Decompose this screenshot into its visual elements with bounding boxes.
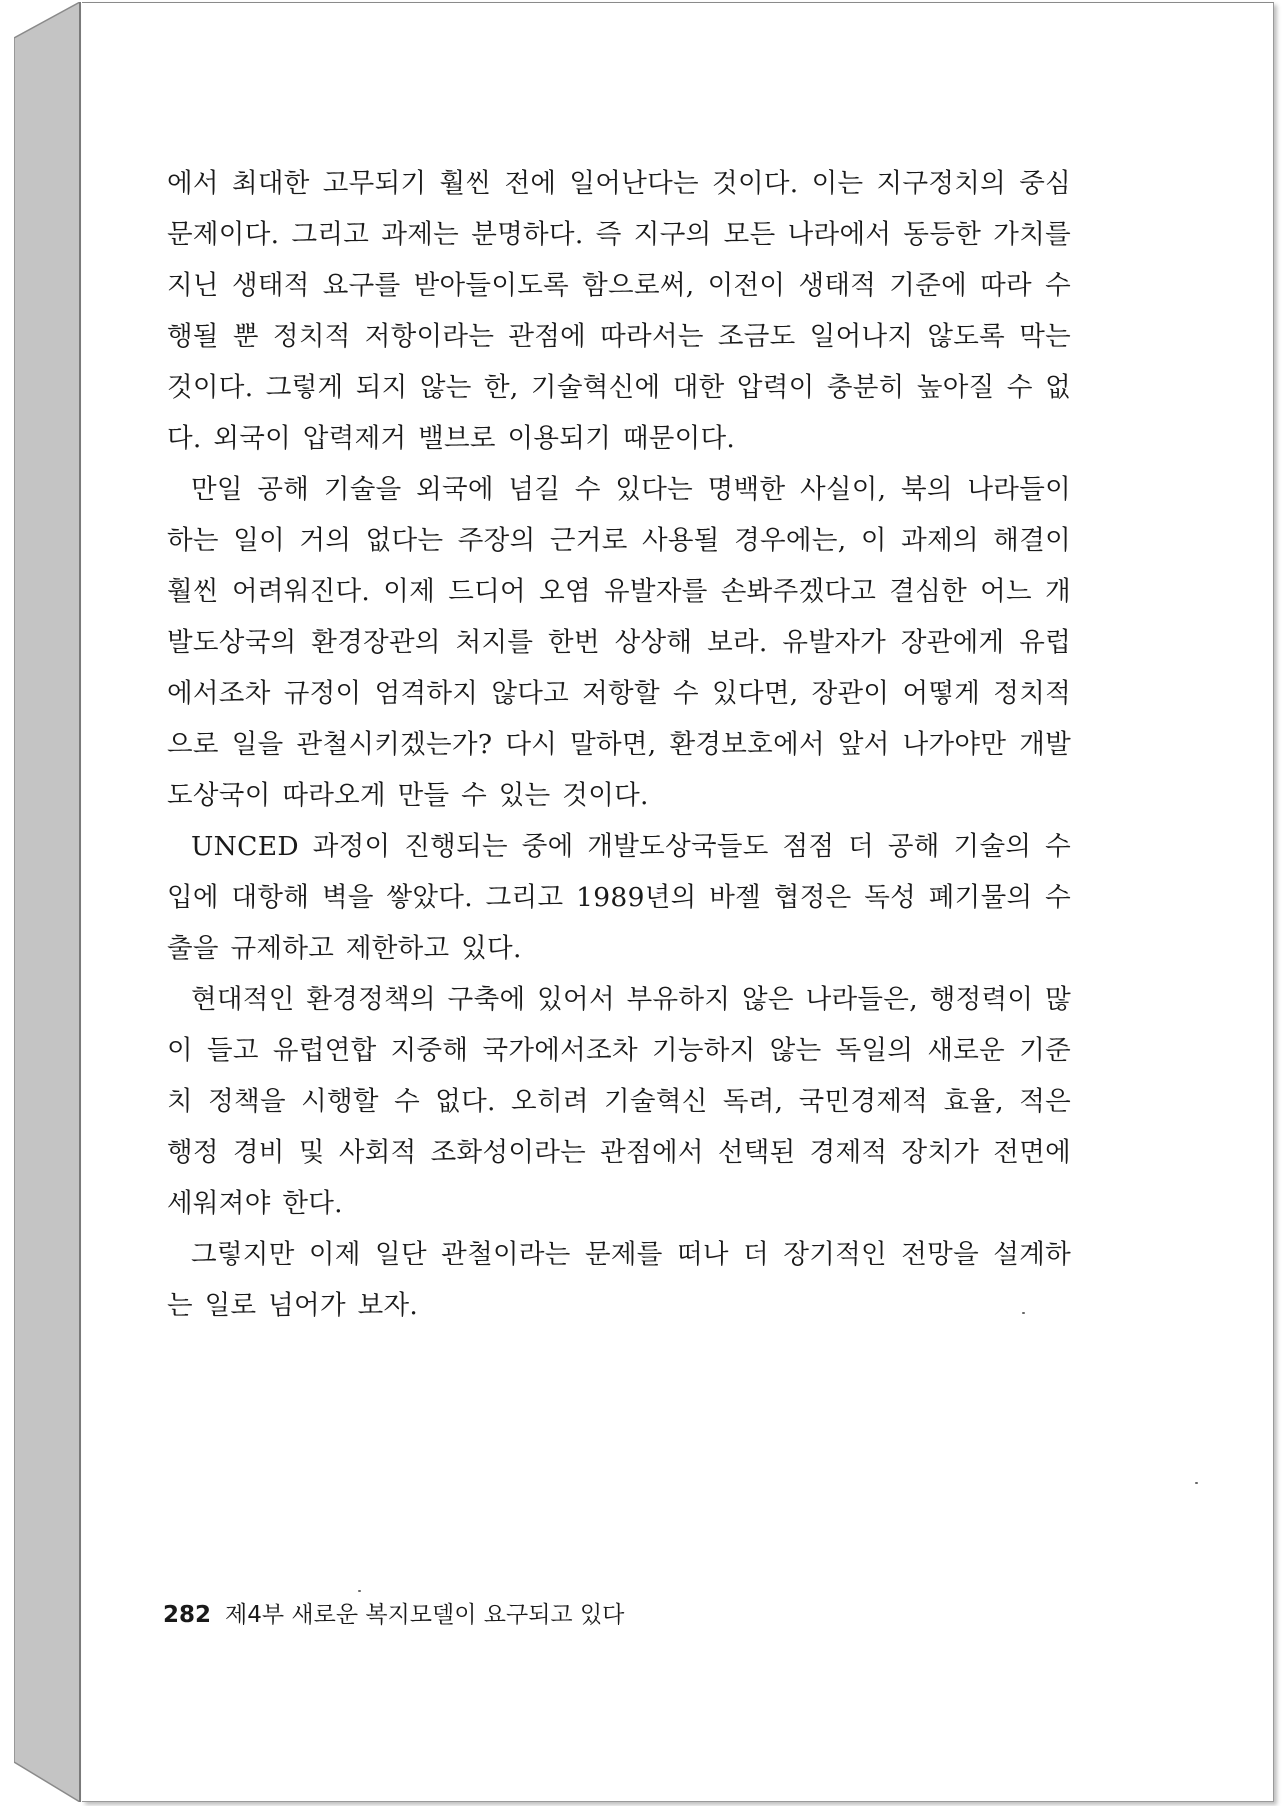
paragraph-4: 현대적인 환경정책의 구축에 있어서 부유하지 않은 나라들은, 행정력이 많이 들고 유럽연합 지중해 국가에서조차 기능하지 않는 독일의 새로운 기준치 정책을 시행할 수 없다. 오히려 기술혁신 독려, 국민경제적 효율, 적은 행정 경비 및 사회적 조화성이라는 관점에서 선택된 경제적 장치가 전면에 세워져야 한다. — [167, 984, 1071, 1219]
body-text — [167, 158, 1071, 1331]
paragraph-2: 만일 공해 기술을 외국에 넘길 수 있다는 명백한 사실이, 북의 나라들이 하는 일이 거의 없다는 주장의 근거로 사용될 경우에는, 이 과제의 해결이 훨씬 어려워진다. 이제 드디어 오염 유발자를 손봐주겠다고 결심한 어느 개발도상국의 환경장관의 처지를 한번 상상해 보라. 유발자가 장관에게 유럽에서조차 규정이 엄격하지 않다고 저항할 수 있다면, 장관이 어떻게 정치적으로 일을 관철시키겠는가? 다시 말하면, 환경보호에서 앞서 나가야만 개발도상국이 따라오게 만들 수 있는 것이다. — [167, 474, 1071, 811]
scan-speck — [1022, 1312, 1025, 1314]
paragraph-3: UNCED 과정이 진행되는 중에 개발도상국들도 점점 더 공해 기술의 수입에 대항해 벽을 쌓았다. 그리고 1989년의 바젤 협정은 독성 폐기물의 수출을 규제하고 제한하고 있다. — [167, 831, 1071, 964]
paragraph-1: 에서 최대한 고무되기 훨씬 전에 일어난다는 것이다. 이는 지구정치의 중심 문제이다. 그리고 과제는 분명하다. 즉 지구의 모든 나라에서 동등한 가치를 지닌 생태적 요구를 받아들이도록 함으로써, 이전이 생태적 기준에 따라 수행될 뿐 정치적 저항이라는 관점에 따라서는 조금도 일어나지 않도록 막는 것이다. 그렇게 되지 않는 한, 기술혁신에 대한 압력이 충분히 높아질 수 없다. 외국이 압력제거 밸브로 이용되기 때문이다. — [167, 168, 1071, 454]
running-title: 제4부 새로운 복지모델이 요구되고 있다 — [225, 1602, 625, 1628]
paragraph-5: 그렇지만 이제 일단 관철이라는 문제를 떠나 더 장기적인 전망을 설계하는 일로 넘어가 보자. — [167, 1239, 1071, 1321]
book-spine — [14, 2, 84, 1802]
page-footer — [163, 1596, 624, 1629]
scan-speck — [358, 1590, 361, 1592]
scan-speck — [1195, 1482, 1198, 1484]
page-number: 282 — [163, 1602, 212, 1628]
